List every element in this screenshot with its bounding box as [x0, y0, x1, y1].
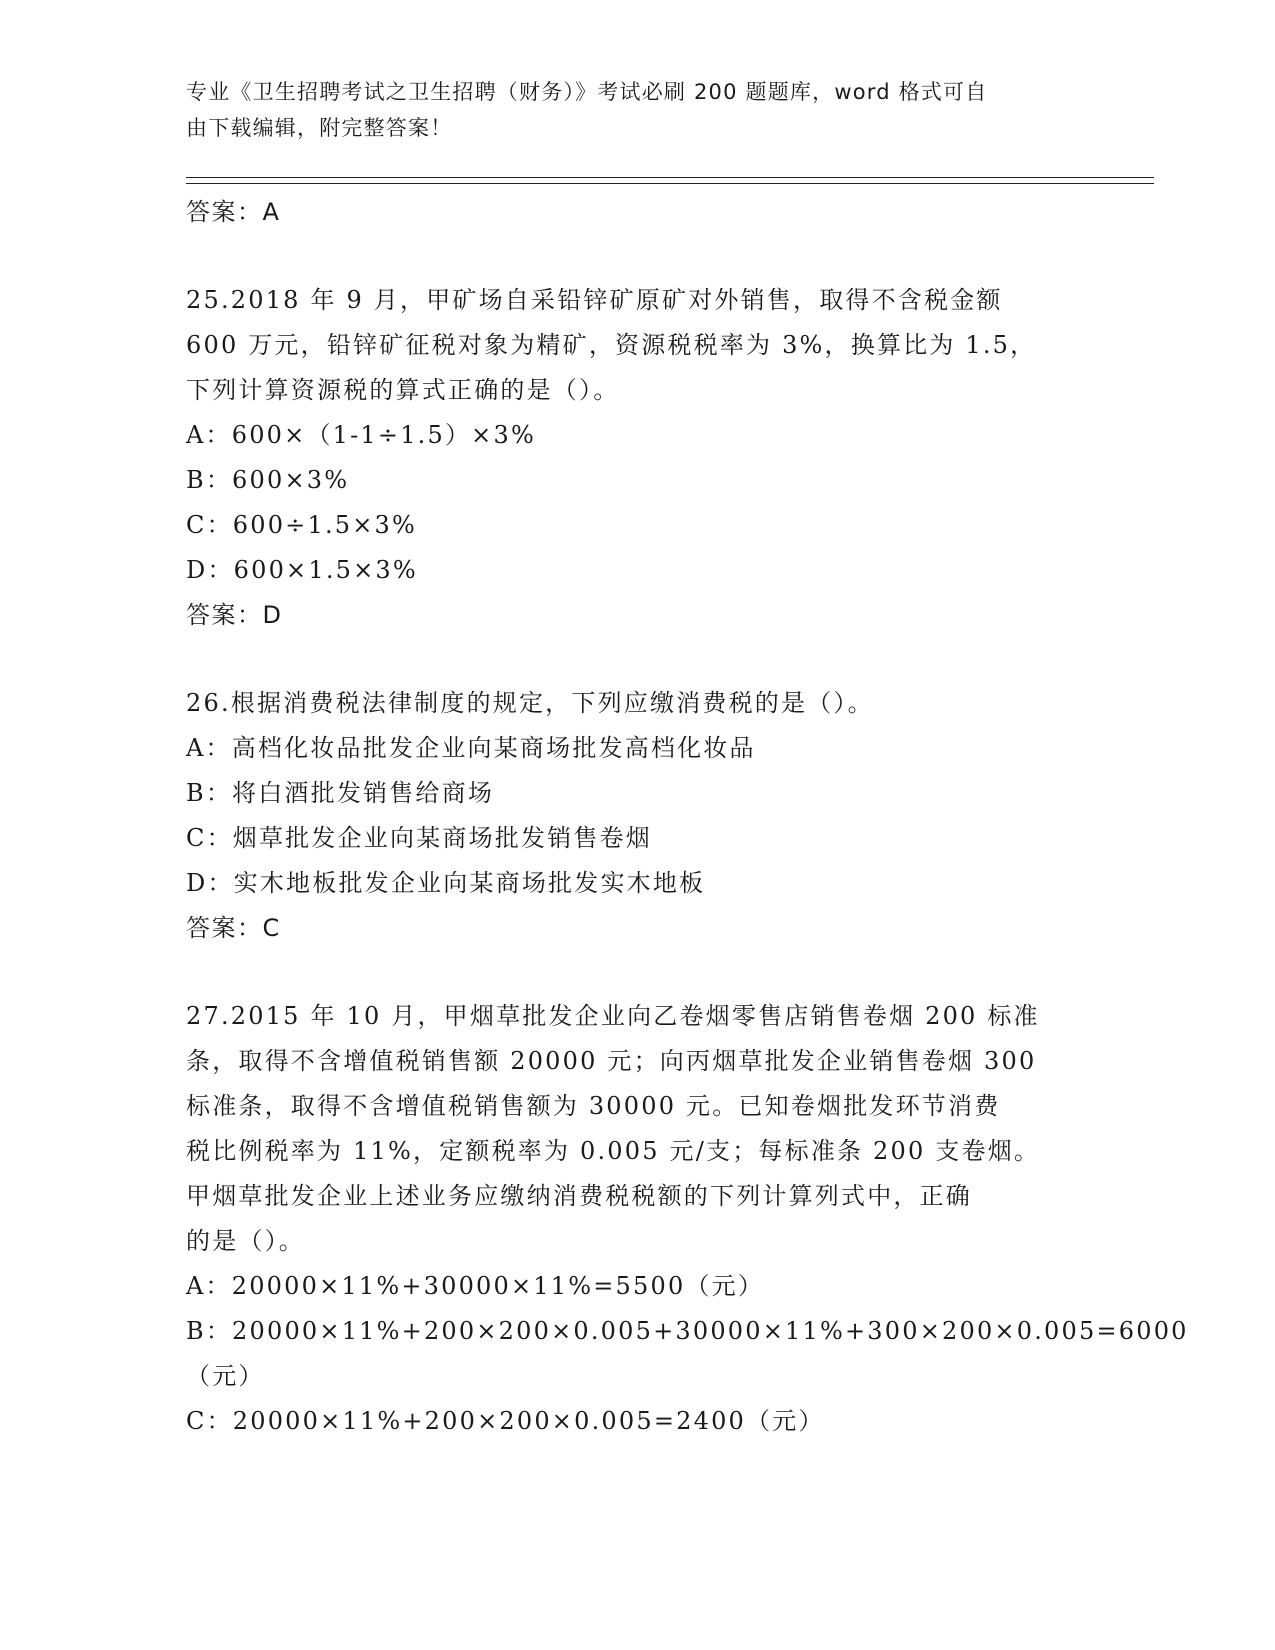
question-text [186, 994, 1086, 1264]
question-text [186, 278, 1086, 413]
spacer [186, 638, 1086, 681]
question-line: 的是（）。 [186, 1227, 305, 1255]
option-b: B：600×3% [186, 466, 350, 494]
header-line-1: 专业《卫生招聘考试之卫生招聘（财务）》考试必刷 200 题题库，word 格式可自 [186, 80, 988, 104]
answer-line: 答案：D [186, 601, 283, 629]
option-b: B：将白酒批发销售给商场 [186, 779, 495, 807]
answer-line: 答案：C [186, 914, 281, 942]
option-b: B：20000×11%+200×200×0.005+30000×11%+300×200×0.005=6000 [186, 1317, 1189, 1345]
spacer [186, 951, 1086, 994]
question-line: 下列计算资源税的算式正确的是（）。 [186, 376, 620, 404]
option-a: A：高档化妆品批发企业向某商场批发高档化妆品 [186, 734, 756, 762]
option-a: A：20000×11%+30000×11%=5500（元） [186, 1272, 765, 1300]
option-c: C：烟草批发企业向某商场批发销售卷烟 [186, 824, 652, 852]
option-c: C：600÷1.5×3% [186, 511, 418, 539]
option-b-continued: （元） [186, 1362, 265, 1390]
header-double-rule [186, 177, 1154, 184]
question-block [186, 681, 1086, 951]
question-line: 税比例税率为 11%，定额税率为 0.005 元/支；每标准条 200 支卷烟。 [186, 1137, 1041, 1165]
question-line: 27.2015 年 10 月，甲烟草批发企业向乙卷烟零售店销售卷烟 200 标准 [186, 1002, 1040, 1030]
spacer [186, 235, 1086, 278]
header-line-2: 由下载编辑，附完整答案！ [186, 116, 453, 140]
option-d: D：实木地板批发企业向某商场批发实木地板 [186, 869, 706, 897]
question-block [186, 278, 1086, 638]
question-line: 甲烟草批发企业上述业务应缴纳消费税税额的下列计算列式中，正确 [186, 1182, 972, 1210]
document-body [186, 190, 1189, 1444]
answer-line: 答案：A [186, 198, 281, 226]
option-c: C：20000×11%+200×200×0.005=2400（元） [186, 1407, 825, 1435]
question-line: 25.2018 年 9 月，甲矿场自采铅锌矿原矿对外销售，取得不含税金额 [186, 286, 1003, 314]
question-line: 条，取得不含增值税销售额 20000 元；向丙烟草批发企业销售卷烟 300 [186, 1047, 1037, 1075]
option-a: A：600×（1-1÷1.5）×3% [186, 421, 536, 449]
question-line: 600 万元，铅锌矿征税对象为精矿，资源税税率为 3%，换算比为 1.5， [186, 331, 1037, 359]
page-header [186, 74, 1066, 146]
question-line: 26.根据消费税法律制度的规定，下列应缴消费税的是（）。 [186, 689, 874, 717]
option-d: D：600×1.5×3% [186, 556, 418, 584]
question-block [186, 994, 1189, 1444]
question-text [186, 681, 1086, 726]
question-line: 标准条，取得不含增值税销售额为 30000 元。已知卷烟批发环节消费 [186, 1092, 1001, 1120]
